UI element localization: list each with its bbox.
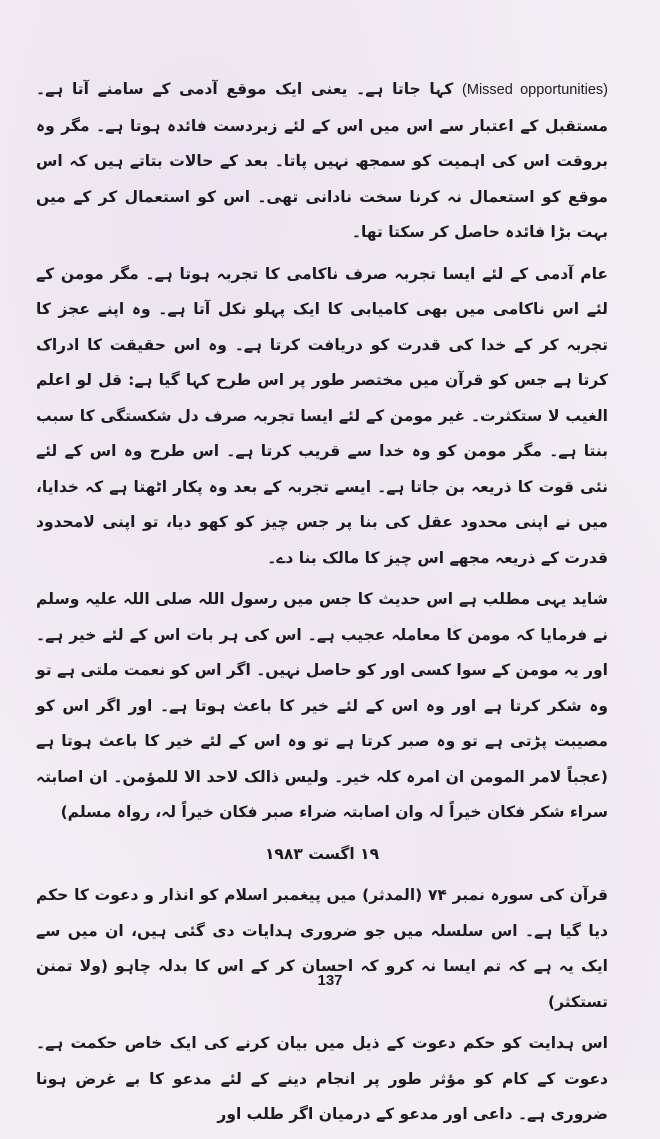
page-number: 137 [317, 972, 343, 989]
paragraph-4: قرآن کی سورہ نمبر ۷۴ (المدثر) میں پیغمبر اسلام کو انذار و دعوت کا حکم دیا گیا ہے۔ اس سلسلہ میں جو ضروری ہدایات دی گئی ہیں، ان میں سے ایک یہ ہے کہ تم ایسا نہ کرو کہ احسان کر کے اس کا بدلہ چاہو (ولا تمنن تستکثر) [36, 886, 608, 1011]
paragraph-2: عام آدمی کے لئے ایسا تجربہ صرف ناکامی کا تجربہ ہوتا ہے۔ مگر مومن کے لئے اس ناکامی میں بھی کامیابی کا ایک پہلو نکل آتا ہے۔ وہ اپنے عجز کا تجربہ کر کے خدا کی قدرت کو دریافت کرتا ہے۔ وہ اس حقیقت کا ادراک کرتا ہے جس کو قرآن میں مختصر طور پر اس طرح کہا گیا ہے: قل لو اعلم الغیب لا ستکثرت۔ غیر مومن کے لئے ایسا تجربہ صرف دل شکستگی کا سبب بنتا ہے۔ مگر مومن کو وہ خدا سے قریب کرتا ہے۔ اس طرح وہ اس کے لئے نئی قوت کا ذریعہ بن جاتا ہے۔ ایسے تجربہ کے بعد وہ پکار اٹھتا ہے کہ خدایا، میں نے اپنی محدود عقل کی بنا پر جس چیز کو کھو دیا، تو اپنی لامحدود قدرت کے ذریعہ مجھے اس چیز کا مالک بنا دے۔ [36, 264, 608, 567]
date-heading: ۱۹ اگست ۱۹۸۳ [264, 844, 380, 863]
paragraph-1 [36, 72, 608, 251]
paragraph-1-text: کہا جاتا ہے۔ یعنی ایک موقع آدمی کے سامنے آتا ہے۔ مستقبل کے اعتبار سے اس میں اس کے لئے زبردست فائدہ ہوتا ہے۔ مگر وہ بروقت اس کی اہمیت کو سمجھ نہیں پاتا۔ بعد کے حالات بتاتے ہیں کہ اس موقع کو استعمال نہ کرنا سخت نادانی تھی۔ اس کو استعمال کر کے میں بہت بڑا فائدہ حاصل کر سکتا تھا۔ [36, 80, 608, 241]
english-term: (Missed opportunities) [462, 82, 608, 98]
paragraph-3: شاید یہی مطلب ہے اس حدیث کا جس میں رسول اللہ صلی اللہ علیہ وسلم نے فرمایا کہ مومن کا معاملہ عجیب ہے۔ اس کی ہر بات اس کے لئے خیر ہے۔ اور یہ مومن کے سوا کسی اور کو حاصل نہیں۔ اگر اس کو نعمت ملتی ہے تو وہ شکر کرتا ہے اور وہ اس کے لئے خیر کا باعث ہوتا ہے۔ اور اگر اس کو مصیبت پڑتی ہے تو وہ صبر کرتا ہے تو وہ اس کے لئے خیر کا باعث ہوتا ہے (عجباً لامر المومن ان امرہ کلہ خیر۔ ولیس ذالک لاحد الا للمؤمن۔ ان اصابتہ سراء شکر فکان خیراً لہ وان اصابتہ ضراء صبر فکان خیراً لہ، رواہ مسلم) [36, 590, 608, 821]
paragraph-5: اس ہدایت کو حکم دعوت کے ذیل میں بیان کرنے کی ایک خاص حکمت ہے۔ دعوت کے کام کو مؤثر طور پر انجام دینے کے لئے مدعو کا بے غرض ہونا ضروری ہے۔ داعی اور مدعو کے درمیان اگر طلب اور [36, 1034, 608, 1123]
